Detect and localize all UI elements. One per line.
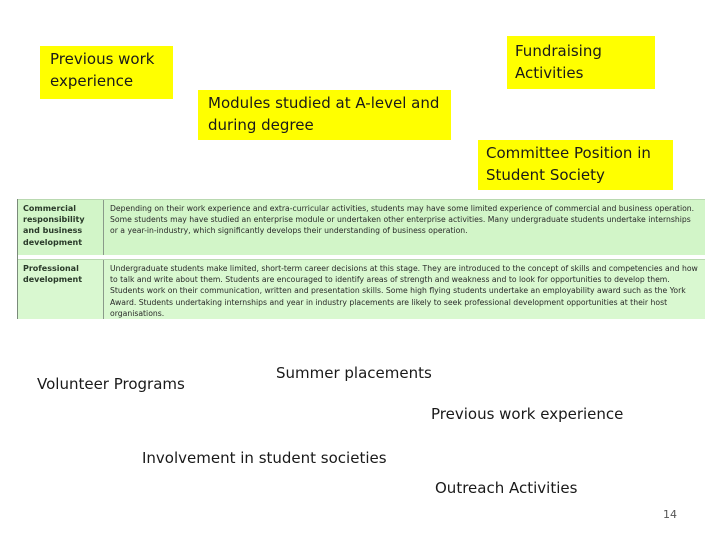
note-previous-work-experience: Previous work experience xyxy=(40,46,173,99)
text-volunteer-programs: Volunteer Programs xyxy=(37,375,185,393)
note-fundraising-activities: Fundraising Activities xyxy=(507,36,655,89)
text-previous-work-experience: Previous work experience xyxy=(431,405,624,423)
column-divider xyxy=(103,260,104,319)
page-number: 14 xyxy=(663,508,677,521)
table-row xyxy=(18,259,705,319)
text-involvement-student-societies: Involvement in student societies xyxy=(142,449,387,467)
table-row xyxy=(18,199,705,255)
row-description: Depending on their work experience and extra-curricular activities, students may have some limited experience of commercial and business operation. Some students may have studied an enterprise module or undertaken other enterprise activities. Many undergraduate students undertake internships or a year-in-industry, which significantly develops their understanding of business operation. xyxy=(110,204,695,236)
row-description: Undergraduate students make limited, short-term career decisions at this stage. They are introduced to the concept of skills and competencies and how to talk and write about them. Students are encouraged to identify areas of strength and weakness and to look for opportunities to develop them. Students work on their communication, written and presentation skills. Some high flying students undertake an employability award such as the York Award. Students undertaking internships and year in industry placements are likely to seek professional development opportunities at their host organisations. xyxy=(110,264,698,318)
note-modules-studied: Modules studied at A-level and during degree xyxy=(198,90,451,140)
text-summer-placements: Summer placements xyxy=(276,364,432,382)
row-label: Commercial responsibility and business development xyxy=(23,204,85,247)
text-outreach-activities: Outreach Activities xyxy=(435,479,578,497)
column-divider xyxy=(103,200,104,255)
skills-table xyxy=(17,199,705,319)
row-label: Professional development xyxy=(23,264,83,285)
note-committee-position: Committee Position in Student Society xyxy=(478,140,673,190)
